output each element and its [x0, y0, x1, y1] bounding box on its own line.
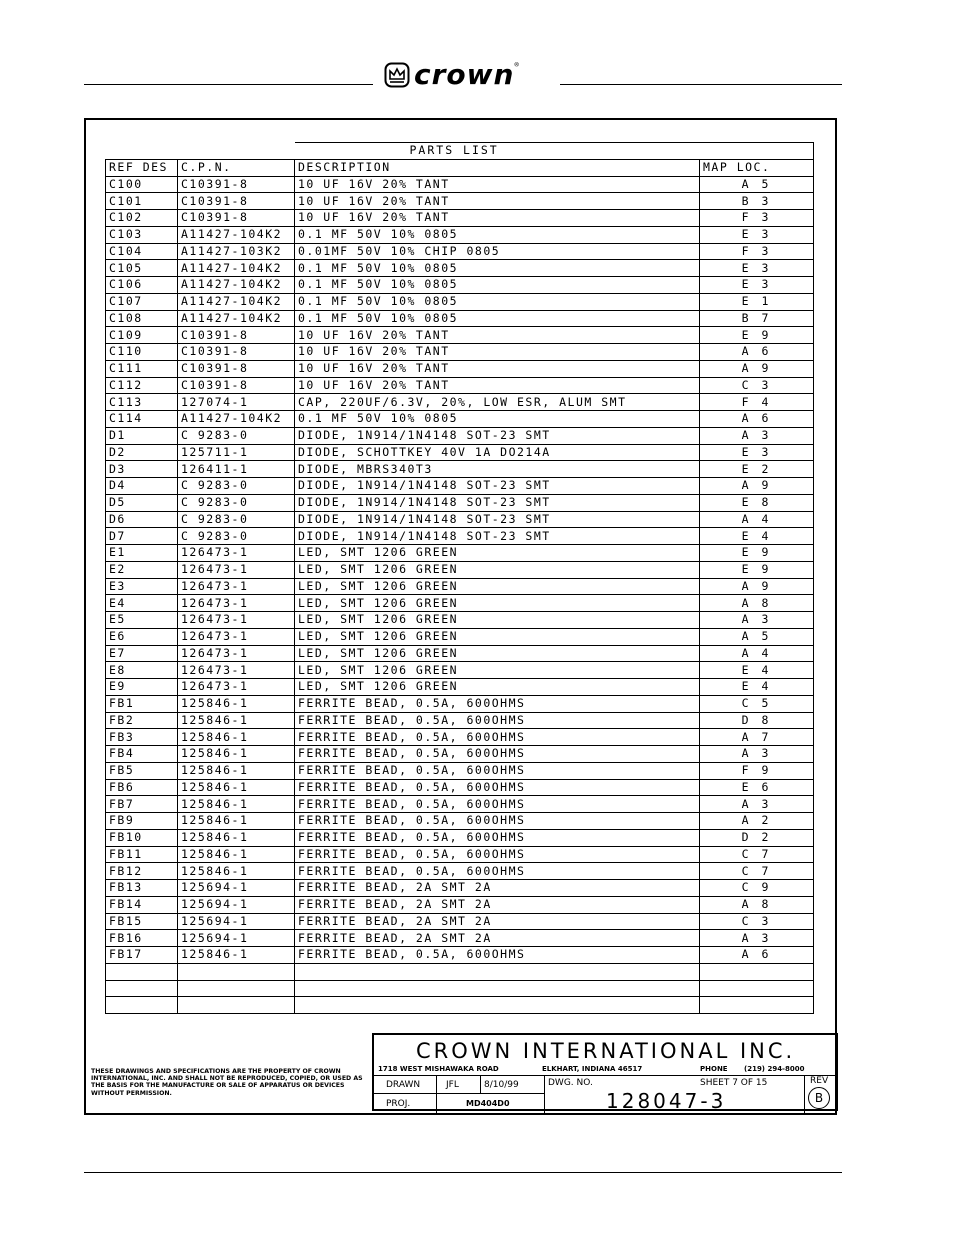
company-phone: (219) 294-8000	[744, 1065, 805, 1073]
logo-wordmark: crown	[414, 58, 515, 91]
cell-ref-des: FB6	[106, 779, 178, 796]
cell-description: FERRITE BEAD, 2A SMT 2A	[295, 913, 700, 930]
header-rule-right	[560, 84, 842, 85]
cell-ref-des: D6	[106, 511, 178, 528]
table-row	[106, 377, 814, 394]
table-row	[106, 712, 814, 729]
cell-map-loc: E 9	[700, 561, 814, 578]
cell-description: LED, SMT 1206 GREEN	[295, 628, 700, 645]
blank-cell	[295, 963, 700, 980]
sheet-number: SHEET 7 OF 15	[700, 1078, 768, 1088]
cell-cpn: 126473-1	[178, 679, 295, 696]
cell-ref-des: C108	[106, 310, 178, 327]
table-row	[106, 277, 814, 294]
title-block-divider-v4	[804, 1075, 805, 1113]
cell-description: 10 UF 16V 20% TANT	[295, 377, 700, 394]
drawn-by: JFL	[446, 1080, 459, 1090]
cell-map-loc: B 3	[700, 193, 814, 210]
cell-map-loc: E 4	[700, 662, 814, 679]
cell-map-loc: A 8	[700, 896, 814, 913]
cell-description: DIODE, SCHOTTKEY 40V 1A DO214A	[295, 444, 700, 461]
cell-description: FERRITE BEAD, 0.5A, 600OHMS	[295, 813, 700, 830]
cell-ref-des: FB17	[106, 947, 178, 964]
cell-map-loc: A 3	[700, 612, 814, 629]
cell-cpn: 125846-1	[178, 796, 295, 813]
cell-description: FERRITE BEAD, 0.5A, 600OHMS	[295, 746, 700, 763]
cell-map-loc: E 3	[700, 226, 814, 243]
cell-cpn: 126473-1	[178, 612, 295, 629]
cell-ref-des: E4	[106, 595, 178, 612]
title-block-divider-v1	[436, 1075, 437, 1113]
cell-map-loc: E 9	[700, 545, 814, 562]
cell-cpn: A11427-103K2	[178, 243, 295, 260]
cell-cpn: C 9283-0	[178, 528, 295, 545]
cell-description: FERRITE BEAD, 0.5A, 600OHMS	[295, 829, 700, 846]
table-row	[106, 561, 814, 578]
cell-description: LED, SMT 1206 GREEN	[295, 679, 700, 696]
blank-row	[106, 963, 814, 980]
table-row	[106, 813, 814, 830]
cell-cpn: 126473-1	[178, 595, 295, 612]
cell-cpn: C10391-8	[178, 344, 295, 361]
cell-description: 10 UF 16V 20% TANT	[295, 210, 700, 227]
cell-ref-des: C109	[106, 327, 178, 344]
cell-cpn: A11427-104K2	[178, 310, 295, 327]
cell-map-loc: A 9	[700, 478, 814, 495]
cell-ref-des: FB11	[106, 846, 178, 863]
cell-description: 0.1 MF 50V 10% 0805	[295, 293, 700, 310]
blank-cell	[700, 963, 814, 980]
cell-map-loc: C 3	[700, 913, 814, 930]
cell-map-loc: C 3	[700, 377, 814, 394]
cell-ref-des: FB7	[106, 796, 178, 813]
cell-ref-des: FB4	[106, 746, 178, 763]
cell-cpn: 126473-1	[178, 578, 295, 595]
header-rule-left	[84, 84, 373, 85]
cell-cpn: A11427-104K2	[178, 277, 295, 294]
cell-map-loc: E 4	[700, 679, 814, 696]
crown-icon	[384, 62, 410, 88]
table-row	[106, 729, 814, 746]
cell-description: LED, SMT 1206 GREEN	[295, 595, 700, 612]
cell-ref-des: E9	[106, 679, 178, 696]
cell-ref-des: FB3	[106, 729, 178, 746]
cell-map-loc: A 3	[700, 930, 814, 947]
table-row	[106, 394, 814, 411]
table-row	[106, 930, 814, 947]
cell-ref-des: FB9	[106, 813, 178, 830]
cell-ref-des: C101	[106, 193, 178, 210]
cell-description: 10 UF 16V 20% TANT	[295, 344, 700, 361]
cell-description: FERRITE BEAD, 0.5A, 600OHMS	[295, 729, 700, 746]
cell-description: FERRITE BEAD, 0.5A, 600OHMS	[295, 712, 700, 729]
cell-cpn: A11427-104K2	[178, 260, 295, 277]
cell-map-loc: A 9	[700, 360, 814, 377]
cell-cpn: 125711-1	[178, 444, 295, 461]
cell-description: LED, SMT 1206 GREEN	[295, 545, 700, 562]
cell-ref-des: E3	[106, 578, 178, 595]
cell-map-loc: C 5	[700, 695, 814, 712]
table-row	[106, 662, 814, 679]
cell-map-loc: F 9	[700, 762, 814, 779]
cell-ref-des: FB15	[106, 913, 178, 930]
table-row	[106, 779, 814, 796]
cell-description: 10 UF 16V 20% TANT	[295, 327, 700, 344]
cell-map-loc: E 3	[700, 277, 814, 294]
drawn-label: DRAWN	[386, 1080, 421, 1090]
cell-map-loc: F 4	[700, 394, 814, 411]
cell-description: CAP, 220UF/6.3V, 20%, LOW ESR, ALUM SMT	[295, 394, 700, 411]
table-row	[106, 746, 814, 763]
cell-ref-des: FB13	[106, 880, 178, 897]
cell-cpn: A11427-104K2	[178, 411, 295, 428]
cell-map-loc: A 6	[700, 344, 814, 361]
table-row	[106, 645, 814, 662]
cell-ref-des: C105	[106, 260, 178, 277]
cell-description: DIODE, 1N914/1N4148 SOT-23 SMT	[295, 478, 700, 495]
table-row	[106, 260, 814, 277]
table-row	[106, 863, 814, 880]
cell-cpn: C10391-8	[178, 193, 295, 210]
cell-ref-des: E7	[106, 645, 178, 662]
cell-description: FERRITE BEAD, 2A SMT 2A	[295, 896, 700, 913]
cell-ref-des: D5	[106, 494, 178, 511]
cell-ref-des: C106	[106, 277, 178, 294]
table-row	[106, 210, 814, 227]
header-cpn: C.P.N.	[178, 159, 295, 176]
cell-ref-des: C112	[106, 377, 178, 394]
blank-cell	[295, 980, 700, 997]
table-row	[106, 427, 814, 444]
cell-ref-des: C110	[106, 344, 178, 361]
cell-ref-des: C107	[106, 293, 178, 310]
cell-cpn: 127074-1	[178, 394, 295, 411]
cell-description: 0.01MF 50V 10% CHIP 0805	[295, 243, 700, 260]
cell-map-loc: A 6	[700, 411, 814, 428]
cell-cpn: C10391-8	[178, 377, 295, 394]
table-row	[106, 796, 814, 813]
cell-map-loc: C 9	[700, 880, 814, 897]
disclaimer-text: THESE DRAWINGS AND SPECIFICATIONS ARE THE PROPERTY OF CROWN INTERNATIONAL, INC. AND SHALL NOT BE REPRODUCED, COPIED, OR USED AS THE BASIS FOR THE MANUFACTURE OR SALE OF APPARATUS OR DEVICES WITHOUT PERMISSION.	[91, 1068, 363, 1097]
table-row	[106, 612, 814, 629]
cell-ref-des: D4	[106, 478, 178, 495]
table-row	[106, 762, 814, 779]
cell-description: 10 UF 16V 20% TANT	[295, 176, 700, 193]
cell-ref-des: C111	[106, 360, 178, 377]
cell-map-loc: F 3	[700, 210, 814, 227]
cell-ref-des: C113	[106, 394, 178, 411]
cell-cpn: 125846-1	[178, 947, 295, 964]
cell-ref-des: C100	[106, 176, 178, 193]
cell-cpn: C10391-8	[178, 176, 295, 193]
cell-cpn: C 9283-0	[178, 494, 295, 511]
table-row	[106, 695, 814, 712]
cell-description: FERRITE BEAD, 0.5A, 600OHMS	[295, 779, 700, 796]
cell-cpn: 125846-1	[178, 846, 295, 863]
cell-description: FERRITE BEAD, 0.5A, 600OHMS	[295, 863, 700, 880]
blank-cell	[106, 980, 178, 997]
cell-cpn: 125694-1	[178, 880, 295, 897]
table-row	[106, 360, 814, 377]
proj-value: MD404D0	[466, 1099, 510, 1108]
cell-map-loc: A 6	[700, 947, 814, 964]
cell-ref-des: FB10	[106, 829, 178, 846]
cell-map-loc: A 2	[700, 813, 814, 830]
blank-cell	[106, 963, 178, 980]
revision-badge: B	[808, 1087, 830, 1109]
cell-cpn: C 9283-0	[178, 478, 295, 495]
cell-cpn: A11427-104K2	[178, 293, 295, 310]
cell-description: FERRITE BEAD, 0.5A, 600OHMS	[295, 846, 700, 863]
header-map-loc: MAP LOC.	[700, 159, 814, 176]
company-name: CROWN INTERNATIONAL INC.	[416, 1039, 796, 1063]
table-row	[106, 310, 814, 327]
footer-rule	[84, 1172, 842, 1173]
cell-cpn: 125846-1	[178, 813, 295, 830]
table-row	[106, 880, 814, 897]
parts-list-table	[105, 142, 814, 1014]
cell-description: LED, SMT 1206 GREEN	[295, 561, 700, 578]
cell-description: FERRITE BEAD, 2A SMT 2A	[295, 930, 700, 947]
cell-cpn: 125694-1	[178, 913, 295, 930]
cell-cpn: 126473-1	[178, 645, 295, 662]
cell-cpn: 125846-1	[178, 779, 295, 796]
cell-map-loc: A 3	[700, 746, 814, 763]
cell-ref-des: FB5	[106, 762, 178, 779]
blank-cell	[178, 963, 295, 980]
cell-cpn: 125694-1	[178, 930, 295, 947]
cell-cpn: 125694-1	[178, 896, 295, 913]
cell-map-loc: A 7	[700, 729, 814, 746]
title-block-divider-v3	[544, 1075, 545, 1113]
cell-description: FERRITE BEAD, 0.5A, 600OHMS	[295, 947, 700, 964]
table-row	[106, 528, 814, 545]
table-row	[106, 226, 814, 243]
cell-ref-des: C104	[106, 243, 178, 260]
cell-cpn: 125846-1	[178, 762, 295, 779]
cell-ref-des: FB2	[106, 712, 178, 729]
blank-cell	[700, 997, 814, 1014]
cell-map-loc: A 3	[700, 427, 814, 444]
cell-ref-des: E1	[106, 545, 178, 562]
cell-description: FERRITE BEAD, 0.5A, 600OHMS	[295, 695, 700, 712]
title-block-divider	[374, 1075, 836, 1076]
cell-description: DIODE, 1N914/1N4148 SOT-23 SMT	[295, 511, 700, 528]
cell-map-loc: A 5	[700, 628, 814, 645]
cell-description: LED, SMT 1206 GREEN	[295, 645, 700, 662]
cell-description: 0.1 MF 50V 10% 0805	[295, 411, 700, 428]
cell-map-loc: A 9	[700, 578, 814, 595]
cell-ref-des: D3	[106, 461, 178, 478]
cell-cpn: C10391-8	[178, 327, 295, 344]
cell-map-loc: E 6	[700, 779, 814, 796]
cell-description: LED, SMT 1206 GREEN	[295, 578, 700, 595]
dwg-label: DWG. NO.	[548, 1078, 593, 1088]
cell-map-loc: E 3	[700, 444, 814, 461]
cell-ref-des: FB12	[106, 863, 178, 880]
cell-description: DIODE, 1N914/1N4148 SOT-23 SMT	[295, 427, 700, 444]
cell-description: 10 UF 16V 20% TANT	[295, 193, 700, 210]
cell-cpn: 125846-1	[178, 829, 295, 846]
table-row	[106, 679, 814, 696]
cell-map-loc: E 8	[700, 494, 814, 511]
table-row	[106, 243, 814, 260]
table-row	[106, 494, 814, 511]
cell-map-loc: D 2	[700, 829, 814, 846]
table-row	[106, 444, 814, 461]
table-row	[106, 578, 814, 595]
cell-ref-des: E5	[106, 612, 178, 629]
table-row	[106, 411, 814, 428]
company-address: 1718 WEST MISHAWAKA ROAD	[378, 1065, 499, 1073]
crown-logo	[384, 60, 554, 90]
table-row	[106, 344, 814, 361]
registered-mark: ®	[514, 61, 519, 69]
cell-map-loc: E 2	[700, 461, 814, 478]
proj-label: PROJ.	[386, 1099, 411, 1109]
table-row	[106, 511, 814, 528]
cell-map-loc: B 7	[700, 310, 814, 327]
cell-map-loc: A 4	[700, 511, 814, 528]
table-row	[106, 829, 814, 846]
drawing-number: 128047-3	[606, 1089, 727, 1113]
cell-ref-des: D2	[106, 444, 178, 461]
cell-ref-des: E2	[106, 561, 178, 578]
cell-description: LED, SMT 1206 GREEN	[295, 662, 700, 679]
cell-cpn: C10391-8	[178, 360, 295, 377]
cell-map-loc: E 1	[700, 293, 814, 310]
table-row	[106, 193, 814, 210]
cell-description: FERRITE BEAD, 2A SMT 2A	[295, 880, 700, 897]
cell-cpn: 125846-1	[178, 863, 295, 880]
parts-list-header-row	[106, 159, 814, 176]
blank-cell	[178, 997, 295, 1014]
cell-description: 0.1 MF 50V 10% 0805	[295, 277, 700, 294]
cell-cpn: 126473-1	[178, 545, 295, 562]
table-row	[106, 327, 814, 344]
cell-description: 10 UF 16V 20% TANT	[295, 360, 700, 377]
cell-description: 0.1 MF 50V 10% 0805	[295, 310, 700, 327]
cell-description: LED, SMT 1206 GREEN	[295, 612, 700, 629]
cell-description: FERRITE BEAD, 0.5A, 600OHMS	[295, 796, 700, 813]
title-block-divider-v2	[480, 1075, 481, 1093]
cell-ref-des: FB14	[106, 896, 178, 913]
cell-description: 0.1 MF 50V 10% 0805	[295, 260, 700, 277]
cell-cpn: 125846-1	[178, 729, 295, 746]
cell-description: FERRITE BEAD, 0.5A, 600OHMS	[295, 762, 700, 779]
phone-label: PHONE	[700, 1065, 728, 1073]
cell-ref-des: E6	[106, 628, 178, 645]
cell-map-loc: A 8	[700, 595, 814, 612]
table-row	[106, 293, 814, 310]
table-row	[106, 461, 814, 478]
blank-cell	[700, 980, 814, 997]
cell-map-loc: A 3	[700, 796, 814, 813]
cell-cpn: 126473-1	[178, 628, 295, 645]
cell-ref-des: C114	[106, 411, 178, 428]
cell-map-loc: C 7	[700, 863, 814, 880]
table-row	[106, 913, 814, 930]
cell-description: DIODE, 1N914/1N4148 SOT-23 SMT	[295, 528, 700, 545]
cell-ref-des: C103	[106, 226, 178, 243]
blank-cell	[295, 997, 700, 1014]
cell-map-loc: A 5	[700, 176, 814, 193]
cell-ref-des: C102	[106, 210, 178, 227]
cell-map-loc: F 3	[700, 243, 814, 260]
header-description: DESCRIPTION	[295, 159, 700, 176]
table-row	[106, 846, 814, 863]
cell-cpn: C10391-8	[178, 210, 295, 227]
rev-label: REV	[810, 1076, 829, 1086]
cell-ref-des: FB1	[106, 695, 178, 712]
blank-cell	[178, 980, 295, 997]
cell-ref-des: FB16	[106, 930, 178, 947]
cell-cpn: C 9283-0	[178, 427, 295, 444]
cell-description: DIODE, MBRS340T3	[295, 461, 700, 478]
cell-map-loc: E 3	[700, 260, 814, 277]
cell-cpn: 126411-1	[178, 461, 295, 478]
blank-row	[106, 980, 814, 997]
cell-ref-des: D7	[106, 528, 178, 545]
table-row	[106, 545, 814, 562]
cell-ref-des: D1	[106, 427, 178, 444]
header-ref-des: REF DES	[106, 159, 178, 176]
title-block-divider-mid	[374, 1093, 544, 1094]
cell-map-loc: C 7	[700, 846, 814, 863]
title-block	[372, 1033, 838, 1111]
blank-cell	[106, 997, 178, 1014]
blank-row	[106, 997, 814, 1014]
cell-map-loc: E 9	[700, 327, 814, 344]
cell-map-loc: E 4	[700, 528, 814, 545]
cell-cpn: 126473-1	[178, 662, 295, 679]
cell-description: DIODE, 1N914/1N4148 SOT-23 SMT	[295, 494, 700, 511]
cell-cpn: 126473-1	[178, 561, 295, 578]
table-row	[106, 478, 814, 495]
table-row	[106, 947, 814, 964]
cell-description: 0.1 MF 50V 10% 0805	[295, 226, 700, 243]
cell-ref-des: E8	[106, 662, 178, 679]
table-row	[106, 628, 814, 645]
parts-list-title-row	[106, 143, 814, 160]
table-row	[106, 595, 814, 612]
company-city: ELKHART, INDIANA 46517	[542, 1065, 643, 1073]
cell-cpn: 125846-1	[178, 712, 295, 729]
cell-cpn: C 9283-0	[178, 511, 295, 528]
table-row	[106, 896, 814, 913]
drawn-date: 8/10/99	[484, 1080, 519, 1090]
cell-map-loc: A 4	[700, 645, 814, 662]
cell-cpn: A11427-104K2	[178, 226, 295, 243]
table-row	[106, 176, 814, 193]
parts-list-title: PARTS LIST	[295, 143, 814, 160]
cell-cpn: 125846-1	[178, 746, 295, 763]
cell-map-loc: D 8	[700, 712, 814, 729]
cell-cpn: 125846-1	[178, 695, 295, 712]
